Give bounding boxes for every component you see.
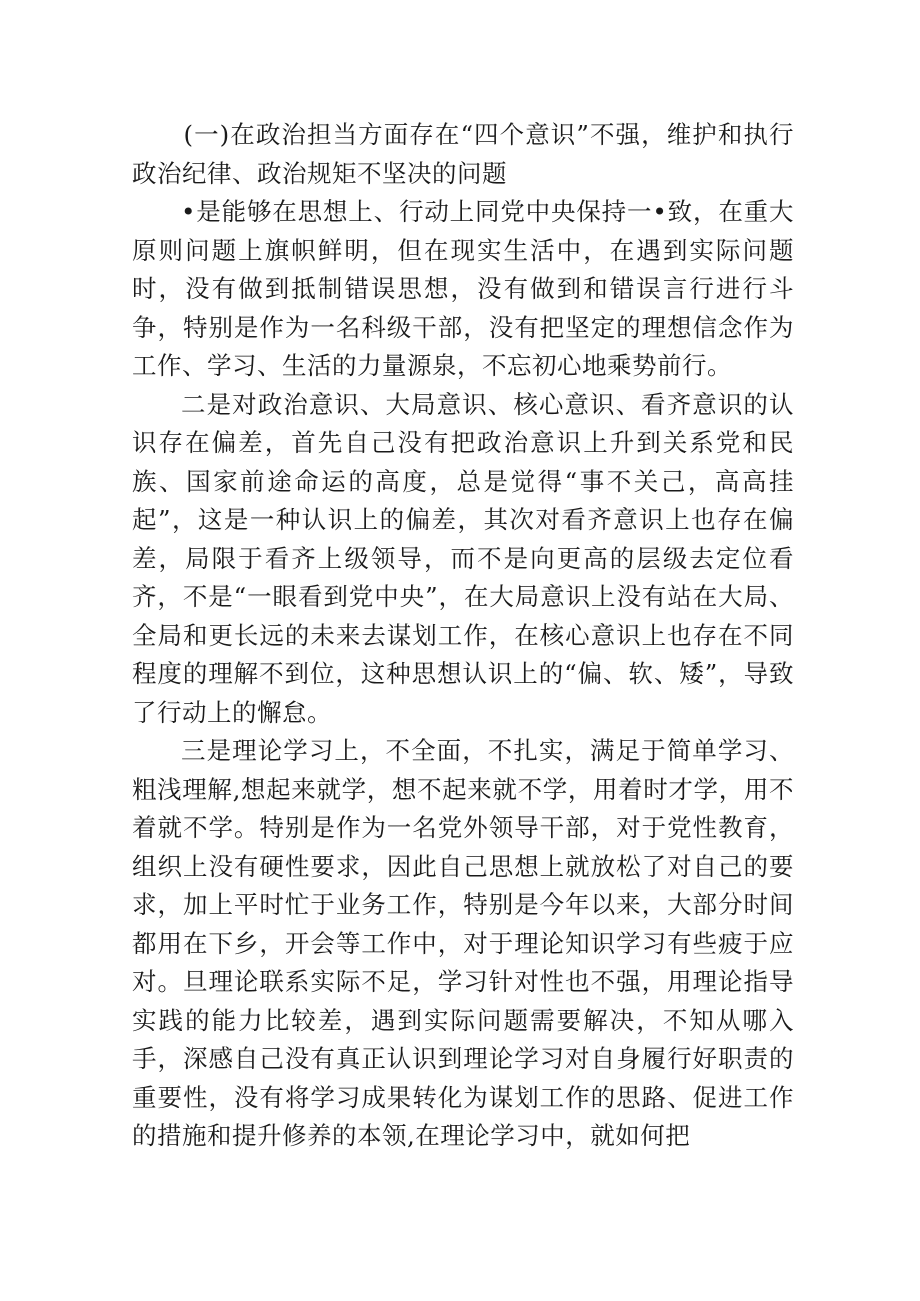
document-body	[132, 116, 794, 1156]
section-heading: (一)在政治担当方面存在“四个意识”不强，维护和执行政治纪律、政治规矩不坚决的问题	[132, 120, 794, 188]
paragraph-second-point: 二是对政治意识、大局意识、核心意识、看齐意识的认识存在偏差，首先自己没有把政治意识上升到关系党和民族、国家前途命运的高度，总是觉得“事不关己，高高挂起”，这是一种认识上的偏差，其次对看齐意识上也存在偏差，局限于看齐上级领导，而不是向更高的层级去定位看齐，不是“一眼看到党中央”，在大局意识上没有站在大局、全局和更长远的未来去谋划工作，在核心意识上也存在不同程度的理解不到位，这种思想认识上的“偏、软、矮”，导致了行动上的懈怠。	[132, 389, 794, 727]
paragraph-third-point: 三是理论学习上，不全面，不扎实，满足于简单学习、粗浅理解,想起来就学，想不起来就不学，用着时才学，用不着就不学。特别是作为一名党外领导干部，对于党性教育，组织上没有硬性要求，因此自己思想上就放松了对自己的要求，加上平时忙于业务工作，特别是今年以来，大部分时间都用在下乡，开会等工作中，对于理论知识学习有些疲于应对。旦理论联系实际不足，学习针对性也不强，用理论指导实践的能力比较差，遇到实际问题需要解决，不知从哪入手，深感自己没有真正认识到理论学习对自身履行好职责的重要性，没有将学习成果转化为谋划工作的思路、促进工作的措施和提升修养的本领,在理论学习中，就如何把	[132, 736, 794, 1150]
paragraph-first-point: •是能够在思想上、行动上同党中央保持一•致，在重大原则问题上旗帜鲜明，但在现实生活中，在遇到实际问题时，没有做到抵制错误思想，没有做到和错误言行进行斗争，特别是作为一名科级干部，没有把坚定的理想信念作为工作、学习、生活的力量源泉，不忘初心地乘势前行。	[132, 197, 794, 380]
